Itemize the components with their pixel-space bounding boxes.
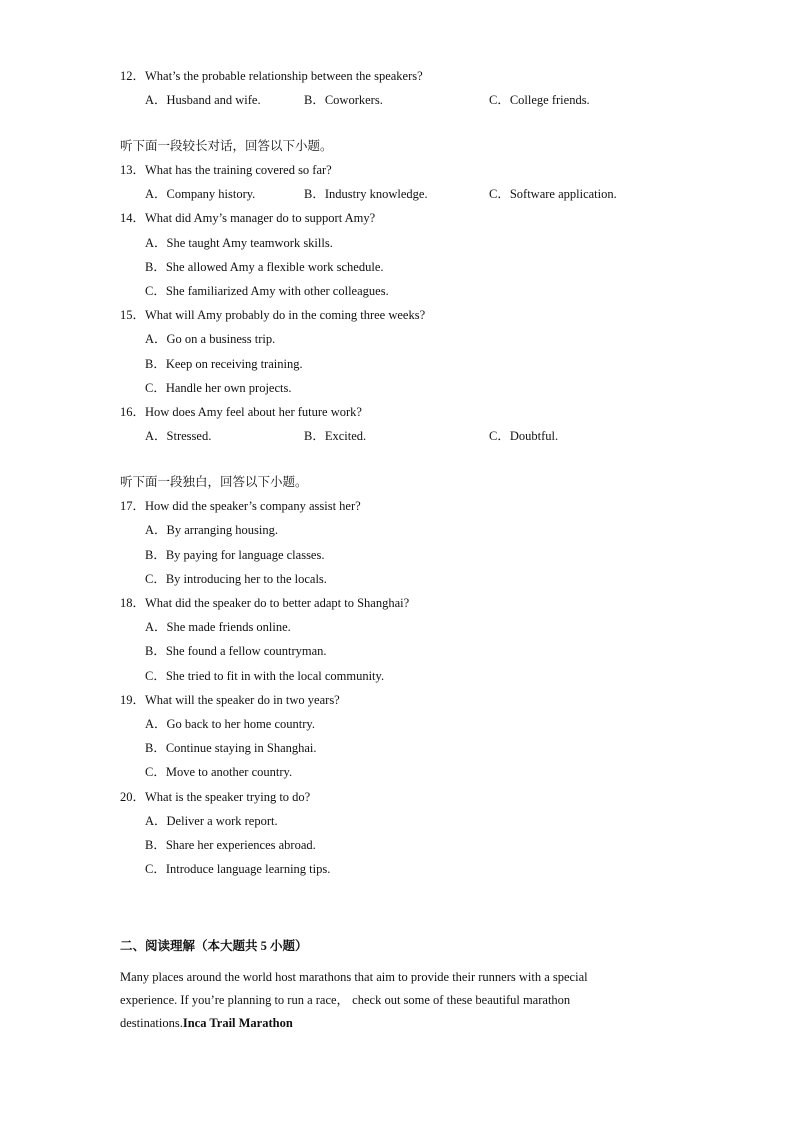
reading-paragraph-line-2: experience. If you’re planning to run a race， check out some of these beautiful marathon bbox=[120, 993, 571, 1007]
q20-option-a: A．Deliver a work report. bbox=[145, 814, 278, 828]
question-15: 15．What will Amy probably do in the coming three weeks? bbox=[120, 308, 426, 322]
reading-paragraph-text: destinations. bbox=[120, 1016, 183, 1030]
section-instruction-dialogue: 听下面一段较长对话，回答以下小题。 bbox=[120, 139, 333, 153]
section-instruction-monologue: 听下面一段独白，回答以下小题。 bbox=[120, 475, 308, 489]
q18-option-b: B．She found a fellow countryman. bbox=[145, 644, 327, 658]
q13-option-a: A．Company history. bbox=[145, 187, 256, 201]
q16-option-a: A．Stressed. bbox=[145, 429, 212, 443]
question-18: 18．What did the speaker do to better adapt to Shanghai? bbox=[120, 596, 410, 610]
question-19: 19．What will the speaker do in two years? bbox=[120, 693, 340, 707]
q16-option-c: C．Doubtful. bbox=[489, 429, 559, 443]
question-17: 17．How did the speaker’s company assist her? bbox=[120, 499, 361, 513]
q13-option-b: B．Industry knowledge. bbox=[304, 187, 428, 201]
q18-option-c: C．She tried to fit in with the local community. bbox=[145, 669, 385, 683]
q17-option-b: B．By paying for language classes. bbox=[145, 548, 325, 562]
q14-option-c: C．She familiarized Amy with other colleagues. bbox=[145, 284, 389, 298]
question-16: 16．How does Amy feel about her future work? bbox=[120, 405, 362, 419]
q19-option-c: C．Move to another country. bbox=[145, 765, 293, 779]
q15-option-c: C．Handle her own projects. bbox=[145, 381, 292, 395]
q17-option-c: C．By introducing her to the locals. bbox=[145, 572, 327, 586]
q15-option-b: B．Keep on receiving training. bbox=[145, 357, 303, 371]
q19-option-b: B．Continue staying in Shanghai. bbox=[145, 741, 317, 755]
q13-option-c: C．Software application. bbox=[489, 187, 617, 201]
passage-title: Inca Trail Marathon bbox=[182, 1016, 293, 1030]
question-12: 12．What’s the probable relationship between the speakers? bbox=[120, 69, 423, 83]
q18-option-a: A．She made friends online. bbox=[145, 620, 291, 634]
q12-option-c: C．College friends. bbox=[489, 93, 590, 107]
question-13: 13．What has the training covered so far? bbox=[120, 163, 332, 177]
q17-option-a: A．By arranging housing. bbox=[145, 523, 278, 537]
q20-option-b: B．Share her experiences abroad. bbox=[145, 838, 316, 852]
reading-paragraph-line-1: Many places around the world host marathons that aim to provide their runners with a special bbox=[120, 970, 588, 984]
q12-option-b: B．Coworkers. bbox=[304, 93, 383, 107]
q19-option-a: A．Go back to her home country. bbox=[145, 717, 315, 731]
question-14: 14．What did Amy’s manager do to support Amy? bbox=[120, 211, 376, 225]
reading-section-heading: 二、阅读理解（本大题共 5 小题） bbox=[120, 939, 308, 953]
q15-option-a: A．Go on a business trip. bbox=[145, 332, 276, 346]
q14-option-a: A．She taught Amy teamwork skills. bbox=[145, 236, 333, 250]
reading-paragraph-line-3 bbox=[120, 1015, 293, 1031]
q16-option-b: B．Excited. bbox=[304, 429, 367, 443]
q12-option-a: A．Husband and wife. bbox=[145, 93, 261, 107]
q20-option-c: C．Introduce language learning tips. bbox=[145, 862, 331, 876]
q14-option-b: B．She allowed Amy a flexible work schedule. bbox=[145, 260, 384, 274]
question-20: 20．What is the speaker trying to do? bbox=[120, 790, 311, 804]
